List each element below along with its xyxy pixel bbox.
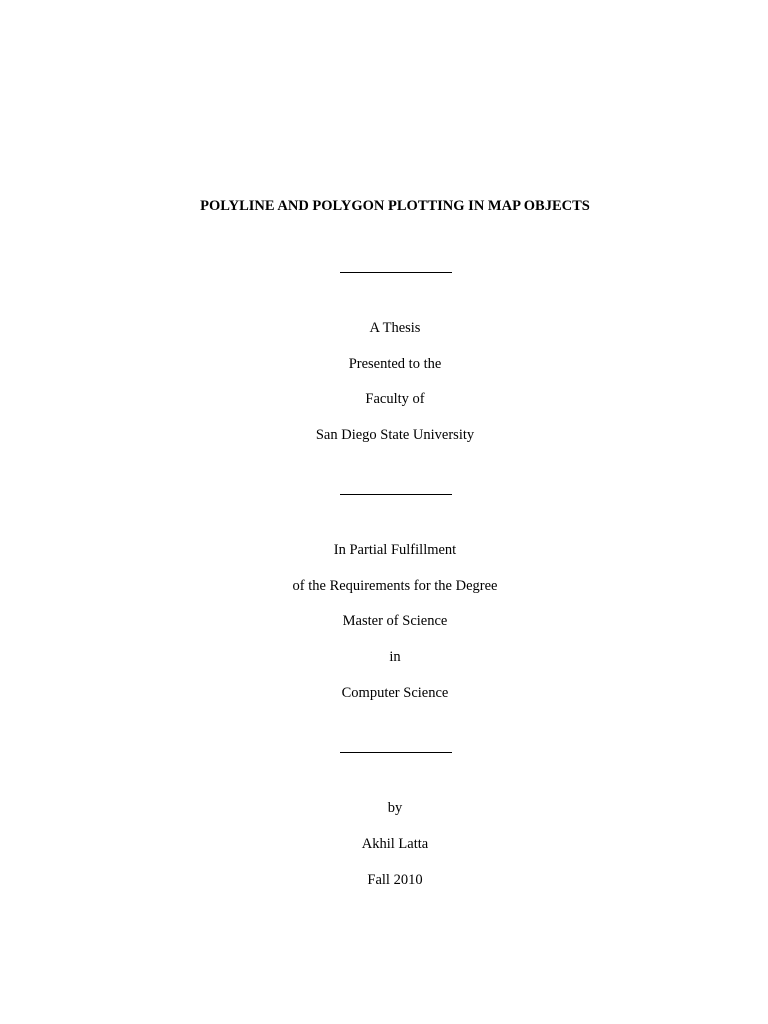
thesis-type-line: A Thesis <box>369 320 421 336</box>
in-line: in <box>389 649 401 665</box>
separator-rule-2 <box>340 494 452 495</box>
submission-date: Fall 2010 <box>367 872 423 888</box>
field-line: Computer Science <box>341 685 449 701</box>
separator-rule-1 <box>340 272 452 273</box>
faculty-of-line: Faculty of <box>365 391 425 407</box>
thesis-title: POLYLINE AND POLYGON PLOTTING IN MAP OBJECTS <box>200 198 590 214</box>
partial-fulfillment-line: In Partial Fulfillment <box>333 542 457 558</box>
by-line: by <box>387 800 403 816</box>
requirements-line: of the Requirements for the Degree <box>292 578 498 594</box>
university-line: San Diego State University <box>315 427 475 443</box>
presented-to-line: Presented to the <box>348 356 442 372</box>
degree-line: Master of Science <box>342 613 448 629</box>
author-name: Akhil Latta <box>361 836 429 852</box>
separator-rule-3 <box>340 752 452 753</box>
